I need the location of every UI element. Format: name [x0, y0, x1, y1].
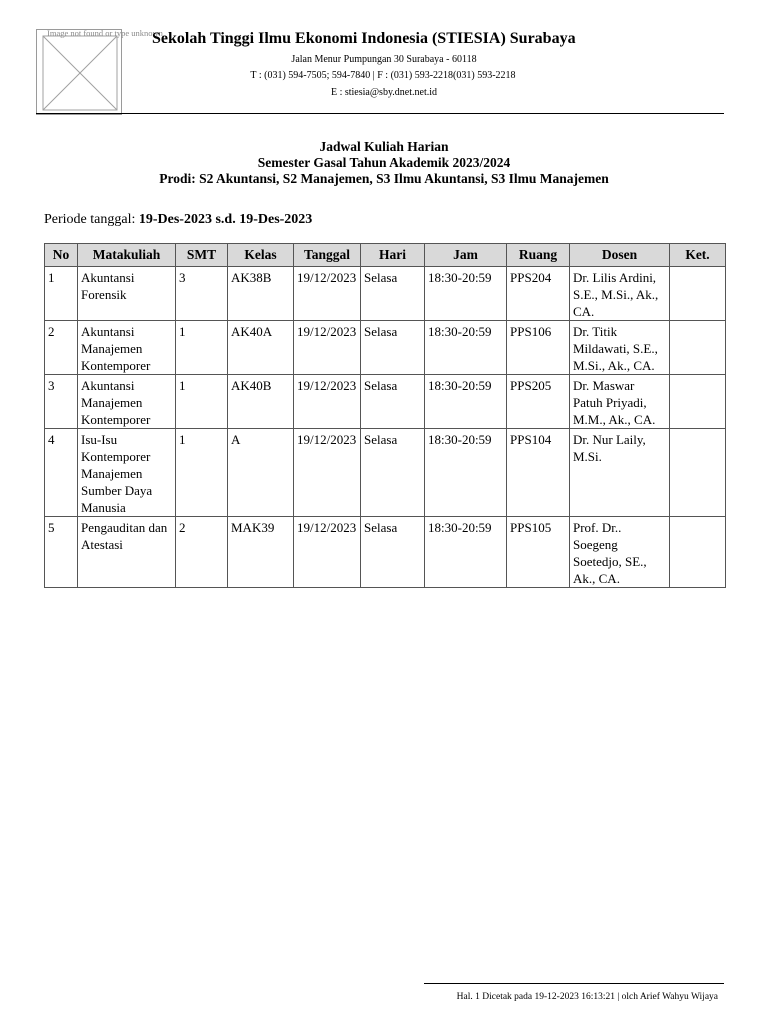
- cell-smt: 1: [176, 321, 228, 375]
- cell-ruang: PPS204: [507, 267, 570, 321]
- cell-no: 4: [45, 429, 78, 517]
- cell-ruang: PPS106: [507, 321, 570, 375]
- cell-ket: [670, 321, 726, 375]
- col-header-no: No: [45, 244, 78, 267]
- schedule-table: [44, 243, 726, 588]
- cell-smt: 1: [176, 429, 228, 517]
- cell-smt: 1: [176, 375, 228, 429]
- table-row: [45, 429, 726, 517]
- school-address: Jalan Menur Pumpungan 30 Surabaya - 60118: [291, 54, 477, 65]
- cell-kelas: MAK39: [228, 517, 294, 588]
- cell-ruang: PPS205: [507, 375, 570, 429]
- cell-matakuliah: Akuntansi Manajemen Kontemporer: [78, 375, 176, 429]
- cell-hari: Selasa: [361, 429, 425, 517]
- cell-kelas: AK40B: [228, 375, 294, 429]
- col-header-tanggal: Tanggal: [294, 244, 361, 267]
- cell-matakuliah: Akuntansi Manajemen Kontemporer: [78, 321, 176, 375]
- header-divider: [36, 113, 724, 114]
- cell-no: 2: [45, 321, 78, 375]
- program-subtitle: Prodi: S2 Akuntansi, S2 Manajemen, S3 Ilmu Akuntansi, S3 Ilmu Manajemen: [159, 171, 609, 186]
- col-header-hari: Hari: [361, 244, 425, 267]
- cell-dosen: Dr. Lilis Ardini, S.E., M.Si., Ak., CA.: [570, 267, 670, 321]
- table-row: [45, 267, 726, 321]
- cell-kelas: AK38B: [228, 267, 294, 321]
- cell-kelas: AK40A: [228, 321, 294, 375]
- col-header-jam: Jam: [425, 244, 507, 267]
- school-email: E : stiesia@sby.dnet.net.id: [330, 87, 438, 98]
- col-header-dosen: Dosen: [570, 244, 670, 267]
- cell-kelas: A: [228, 429, 294, 517]
- cell-hari: Selasa: [361, 267, 425, 321]
- cell-ruang: PPS105: [507, 517, 570, 588]
- cell-jam: 18:30-20:59: [425, 429, 507, 517]
- cell-hari: Selasa: [361, 321, 425, 375]
- cell-ket: [670, 517, 726, 588]
- cell-ket: [670, 267, 726, 321]
- cell-jam: 18:30-20:59: [425, 517, 507, 588]
- table-row: [45, 375, 726, 429]
- cell-tanggal: 19/12/2023: [294, 321, 361, 375]
- semester-subtitle: Semester Gasal Tahun Akademik 2023/2024: [257, 155, 511, 170]
- cell-smt: 2: [176, 517, 228, 588]
- cell-hari: Selasa: [361, 517, 425, 588]
- cell-smt: 3: [176, 267, 228, 321]
- cell-jam: 18:30-20:59: [425, 375, 507, 429]
- school-phone: T : (031) 594-7505; 594-7840 | F : (031) 593-2218(031) 593-2218: [250, 70, 516, 81]
- cell-dosen: Dr. Titik Mildawati, S.E., M.Si., Ak., CA.: [570, 321, 670, 375]
- cell-jam: 18:30-20:59: [425, 267, 507, 321]
- footer-divider: [424, 983, 724, 984]
- cell-tanggal: 19/12/2023: [294, 517, 361, 588]
- cell-matakuliah: Isu-Isu Kontemporer Manajemen Sumber Daya Manusia: [78, 429, 176, 517]
- cell-no: 3: [45, 375, 78, 429]
- cell-matakuliah: Akuntansi Forensik: [78, 267, 176, 321]
- col-header-ruang: Ruang: [507, 244, 570, 267]
- document-titles: [0, 139, 768, 187]
- cell-no: 5: [45, 517, 78, 588]
- print-footer: Hal. 1 Dicetak pada 19-12-2023 16:13:21 | olch Arief Wahyu Wijaya: [456, 992, 718, 1002]
- cell-ruang: PPS104: [507, 429, 570, 517]
- col-header-kelas: Kelas: [228, 244, 294, 267]
- cell-matakuliah: Pengauditan dan Atestasi: [78, 517, 176, 588]
- col-header-matakuliah: Matakuliah: [78, 244, 176, 267]
- table-header-row: [45, 244, 726, 267]
- cell-ket: [670, 429, 726, 517]
- logo-alt-text: Image not found or type unknown: [47, 28, 163, 38]
- table-row: [45, 321, 726, 375]
- period-label: Periode tanggal:: [44, 212, 136, 227]
- cell-tanggal: 19/12/2023: [294, 429, 361, 517]
- cell-jam: 18:30-20:59: [425, 321, 507, 375]
- document-title: Jadwal Kuliah Harian: [319, 139, 449, 154]
- col-header-smt: SMT: [176, 244, 228, 267]
- school-name: Sekolah Tinggi Ilmu Ekonomi Indonesia (STIESIA) Surabaya: [152, 30, 576, 47]
- cell-dosen: Prof. Dr.. Soegeng Soetedjo, SE., Ak., CA.: [570, 517, 670, 588]
- table-row: [45, 517, 726, 588]
- col-header-ket: Ket.: [670, 244, 726, 267]
- cell-tanggal: 19/12/2023: [294, 267, 361, 321]
- cell-dosen: Dr. Nur Laily, M.Si.: [570, 429, 670, 517]
- cell-no: 1: [45, 267, 78, 321]
- period-line: [44, 211, 312, 229]
- period-value: 19-Des-2023 s.d. 19-Des-2023: [138, 212, 313, 227]
- cell-tanggal: 19/12/2023: [294, 375, 361, 429]
- cell-ket: [670, 375, 726, 429]
- cell-hari: Selasa: [361, 375, 425, 429]
- cell-dosen: Dr. Maswar Patuh Priyadi, M.M., Ak., CA.: [570, 375, 670, 429]
